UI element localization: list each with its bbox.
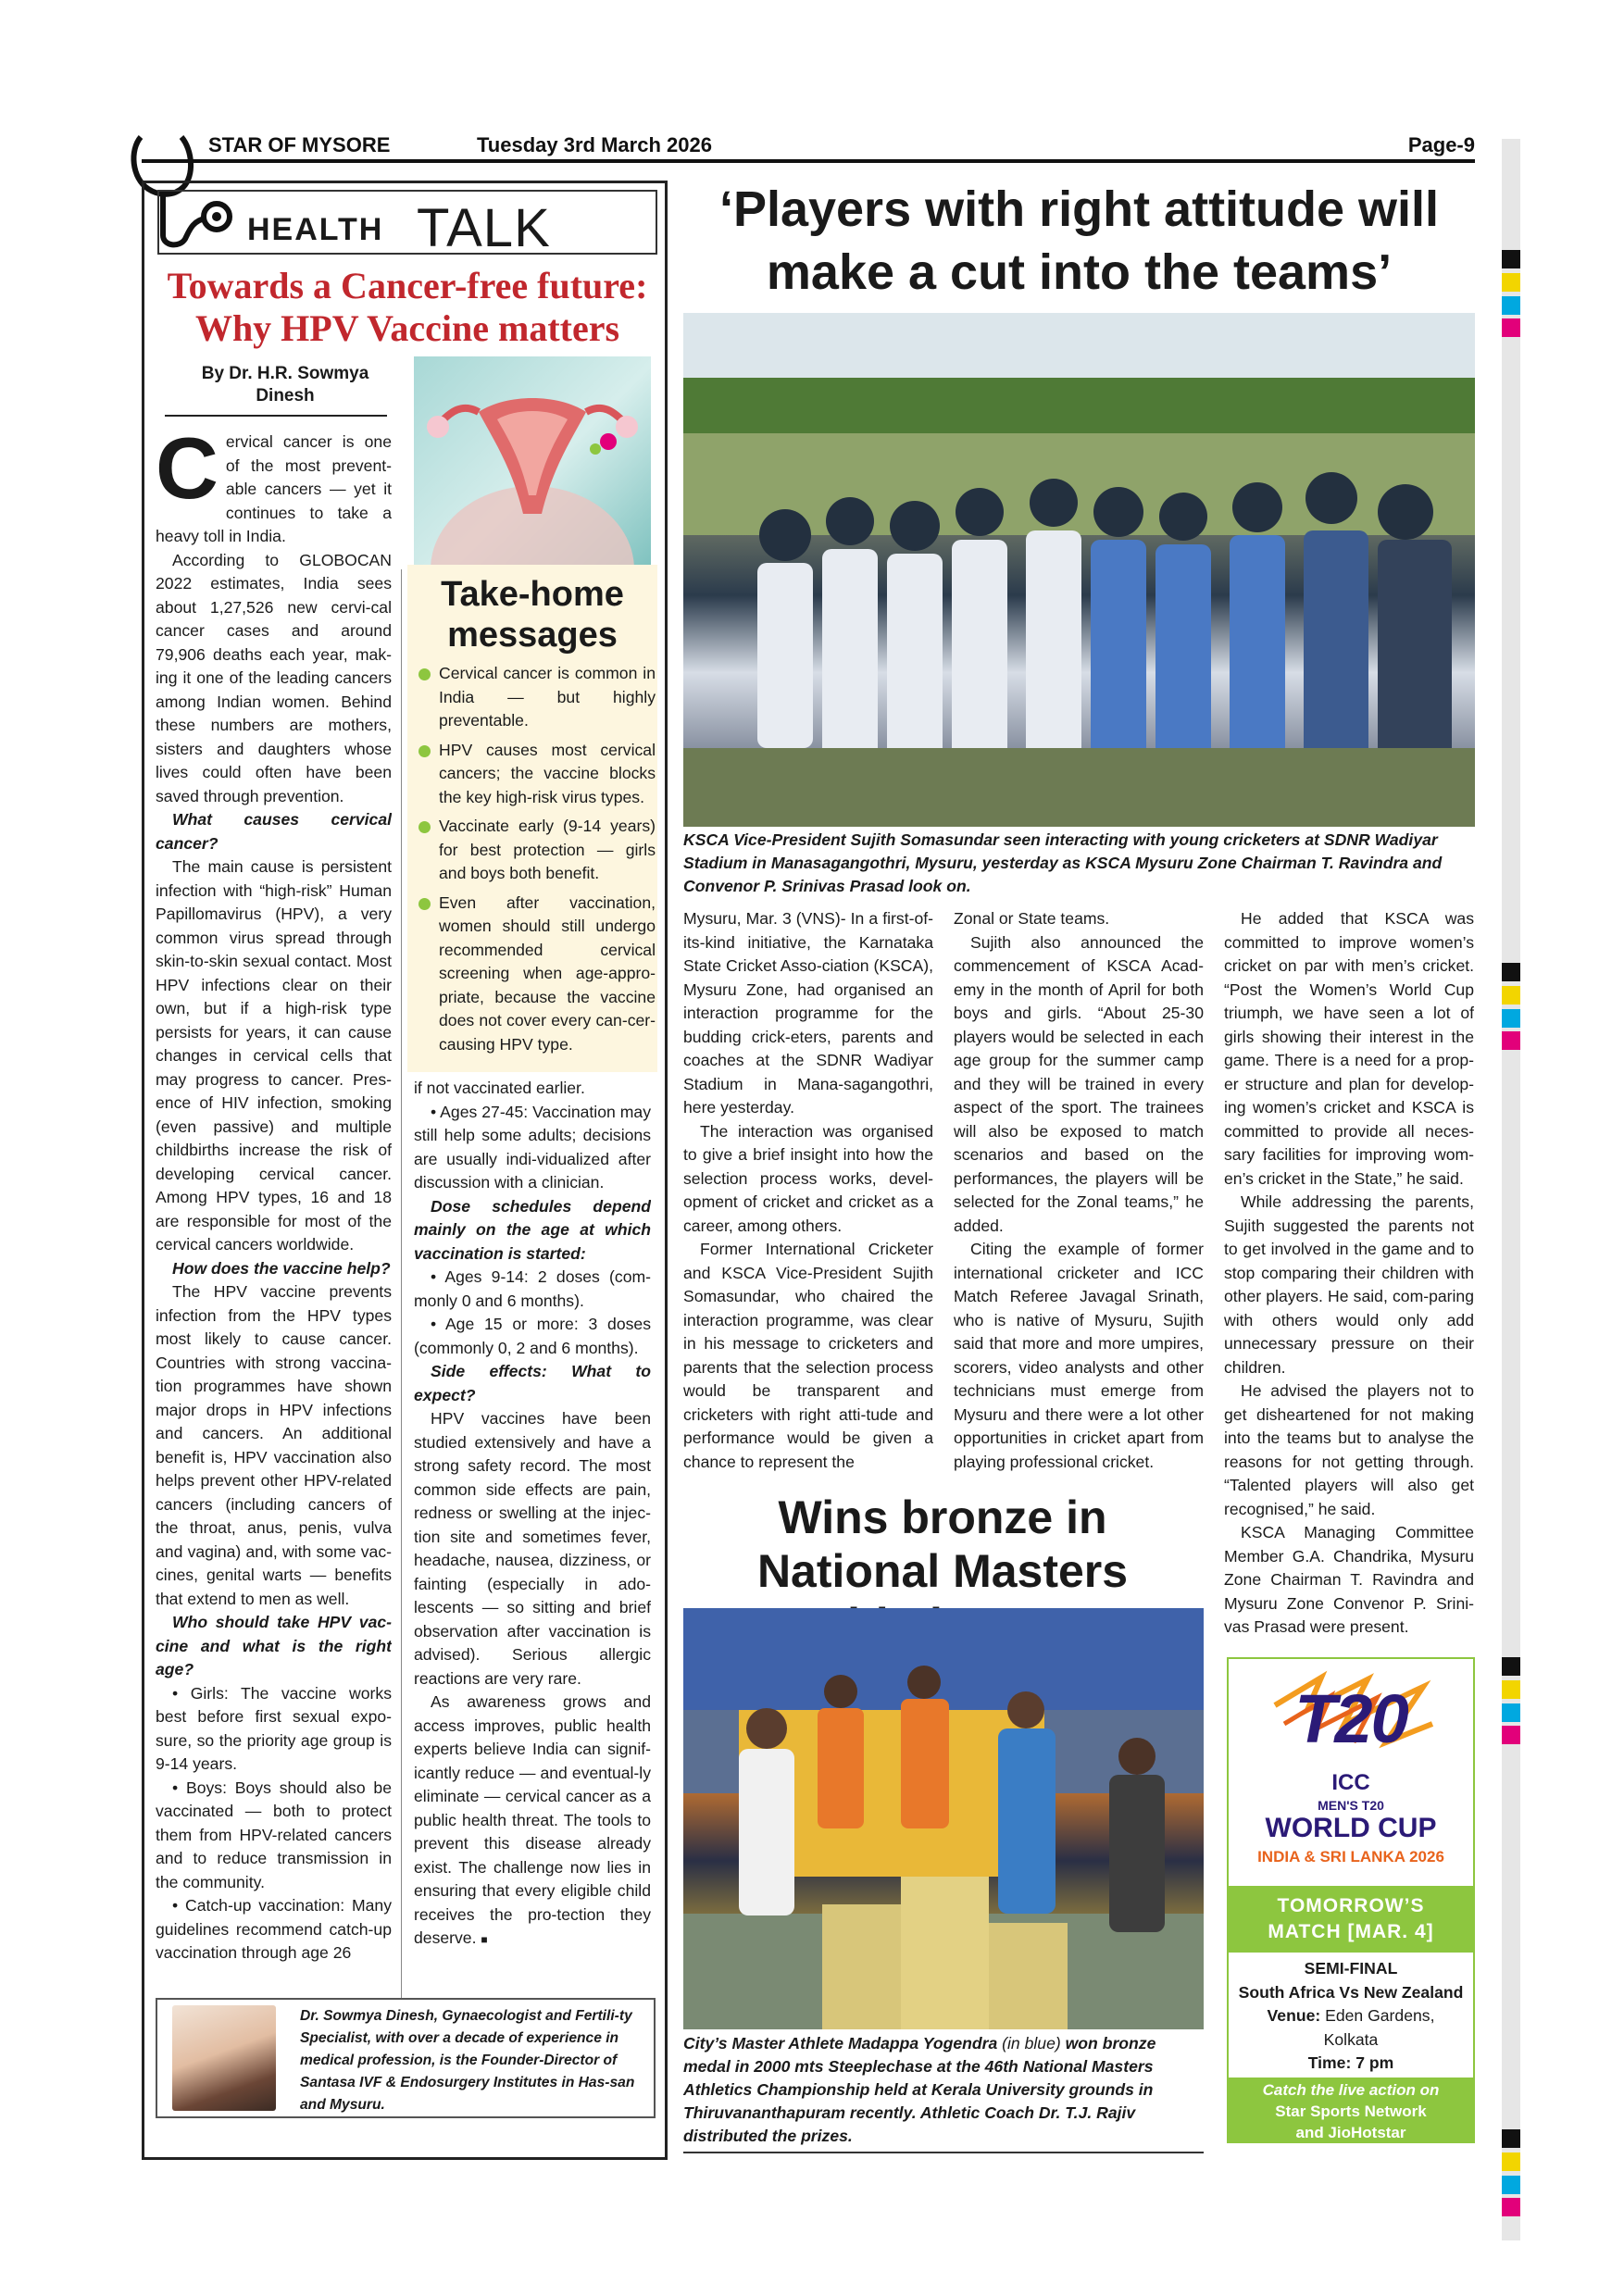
subheading: Who should take HPV vac-cine and what is the right age? xyxy=(156,1613,392,1678)
author-bio xyxy=(156,1998,656,2118)
tomorrow-line-2: MATCH [MAR. 4] xyxy=(1268,1921,1434,1942)
paragraph: Former International Cricketer and KSCA Vice-President Sujith Somasundar, who chaired the interaction programme, was clear in his message to cricketers and parents that the selection process would be transparent and cricketers with right atti-tude and performance would be given a chance to represent the xyxy=(683,1240,933,1471)
venue-line xyxy=(1229,2004,1473,2028)
registration-bar xyxy=(1502,139,1520,2240)
subheading: What causes cervical cancer? xyxy=(156,810,392,853)
issue-date: Tuesday 3rd March 2026 xyxy=(477,133,712,156)
reg-yellow-2 xyxy=(1502,986,1520,1004)
mens-text: MEN'S T20 xyxy=(1318,1798,1384,1813)
cricket-photo xyxy=(683,313,1475,827)
paragraph: He added that KSCA was committed to improve women’s cricket on par with men’s cricket. “Post the Women’s World Cup triumph, we have seen a lot of girls showing their interest in the game. There is a need for a prop-er structure and plan for develop-ing women’s cricket and KSCA is committed to provide all neces-sary facilities for improving wom-en’s cricket in the State,” he said. xyxy=(1224,909,1474,1188)
paragraph: While addressing the parents, Sujith suggested the parents not to get involved in the game and to stop comparing their children with other players. He said, com-paring with others would only add unnecessary pressure on their children. xyxy=(1224,1192,1474,1377)
cricket-column-3 xyxy=(1224,907,1474,1648)
reg-cyan-1 xyxy=(1502,296,1520,315)
byline-rule xyxy=(165,415,387,417)
paragraph: He advised the players not to get disheartened for not making into the teams but to analyse the reasons for not getting through. “Talented players will also get recognised,” he said. xyxy=(1224,1381,1474,1518)
byline-line-2: Dinesh xyxy=(256,386,315,406)
paragraph: HPV vaccines have been studied extensively and have a strong safety record. The most common side effects are pain, redness or swelling at the injec-tion site and sometimes fever, headache, nausea, dizziness, or fainting (especially in ado-lescents — so sitting and brief observation after vaccination is advised). Serious allergic reactions are very rare. xyxy=(414,1409,651,1688)
reg-black-4 xyxy=(1502,2129,1520,2148)
masthead-rule xyxy=(142,159,1475,163)
world-cup-text: WORLD CUP xyxy=(1265,1813,1437,1843)
paragraph: • Girls: The vaccine works best before first sexual expo-sure, so the priority age group is 9-14 years. xyxy=(156,1683,392,1773)
reg-cyan-4 xyxy=(1502,2176,1520,2194)
end-mark: ■ xyxy=(481,1933,488,1946)
broadcast-line-1: Catch the live action on xyxy=(1262,2081,1440,2099)
tomorrow-banner xyxy=(1229,1886,1473,1953)
t20-text: T20 xyxy=(1294,1680,1407,1757)
section-title-light: TALK xyxy=(417,198,551,258)
takehome-item: HPV causes most cervical cancers; the vaccine blocks the key high-risk virus types. xyxy=(417,739,656,810)
page-number: Page-9 xyxy=(1407,133,1475,156)
headline-line-1: Towards a Cancer-free future: xyxy=(167,265,648,306)
reg-magenta-2 xyxy=(1502,1031,1520,1050)
paper-name: STAR OF MYSORE xyxy=(208,133,391,156)
stage: SEMI-FINAL xyxy=(1304,1959,1398,1978)
drop-cap: C xyxy=(156,430,219,517)
takehome-title: Take-home messages xyxy=(441,575,624,655)
venue-label: Venue: xyxy=(1267,2006,1321,2025)
paragraph xyxy=(414,1691,651,1953)
caption-part: (in blue) xyxy=(1002,2034,1061,2053)
paragraph: if not vaccinated earlier. xyxy=(414,1079,585,1097)
subheading: Side effects: What to expect? xyxy=(414,1362,651,1404)
venue-1: Eden Gardens, xyxy=(1325,2006,1435,2025)
reg-magenta-1 xyxy=(1502,318,1520,337)
reg-black-1 xyxy=(1502,250,1520,268)
reg-yellow-4 xyxy=(1502,2152,1520,2171)
reg-magenta-3 xyxy=(1502,1726,1520,1744)
takehome-box xyxy=(407,565,657,1072)
paragraph: • Age 15 or more: 3 doses (commonly 0, 2 and 6 months). xyxy=(414,1315,651,1357)
paragraph: • Ages 9-14: 2 doses (com-monly 0 and 6 months). xyxy=(414,1267,651,1310)
athletics-photo xyxy=(683,1608,1204,2029)
caption-part: City’s Master Athlete Madappa Yogendra xyxy=(683,2034,998,2053)
author-photo xyxy=(172,2005,276,2111)
health-talk-banner xyxy=(157,190,657,258)
takehome-list xyxy=(417,662,656,1062)
byline-line-1: By Dr. H.R. Sowmya xyxy=(201,364,369,383)
masthead xyxy=(142,130,1475,161)
takehome-item: Vaccinate early (9-14 years) for best protection — girls and boys both benefit. xyxy=(417,815,656,886)
teams: South Africa Vs New Zealand xyxy=(1238,1982,1464,2002)
paragraph: The main cause is persistent infection with “high-risk” Human Papillomavirus (HPV), a very common virus spread through skin-to-skin sexual contact. Most HPV infections clear on their own, but if a high-risk type persists for years, it can cause changes in cervical cells that may progress to cancer. Pres-ence of HIV infection, smoking (even passive) and multiple childbirths increase the risk of developing cervical cancer. Among HPV types, 16 and 18 are responsible for most of the cervical cancers worldwide. xyxy=(156,857,392,1254)
paragraph: • Catch-up vaccination: Many guidelines recommend catch-up vaccination through age 26 xyxy=(156,1896,392,1962)
paragraph: • Ages 27-45: Vaccination may still help some adults; decisions are usually indi-vidualized after discussion with a clinician. xyxy=(414,1102,651,1192)
venue-2: Kolkata xyxy=(1323,2029,1379,2049)
match-time: Time: 7 pm xyxy=(1307,2053,1394,2072)
match-details xyxy=(1229,1957,1473,2076)
paragraph: Sujith also announced the commencement of KSCA Acad-emy in the month of April for both boys and girls. “About 25-30 players would be selected in each age group for the summer camp and they will be trained in every aspect of the sport. The trainees will also be exposed to match scenarios and based on the performances, the players will be selected for the Zonal teams,” he added. xyxy=(954,932,1204,1235)
paragraph: According to GLOBOCAN 2022 estimates, India sees about 1,27,526 new cervi-cal cancer cases and around 79,906 deaths each year, mak-ing it one of the leading cancers among Indian women. Behind these numbers are mothers, sisters and daughters whose lives could often have been saved through prevention. xyxy=(156,550,392,805)
paragraph: KSCA Managing Committee Member G.A. Chandrika, Mysuru Zone Chairman T. Ravindra and Mysuru Zone Convenor P. Srini-vas Prasad were present. xyxy=(1224,1523,1474,1636)
tomorrow-line-1: TOMORROW’S xyxy=(1277,1895,1425,1916)
t20-world-cup-ad xyxy=(1227,1657,1475,2143)
cricket-headline: ‘Players with right attitude will make a cut into the teams’ xyxy=(718,181,1440,300)
takehome-item: Cervical cancer is common in India — but highly preventable. xyxy=(417,662,656,733)
reg-cyan-3 xyxy=(1502,1703,1520,1722)
cricket-caption: KSCA Vice-President Sujith Somasundar seen interacting with young cricketers at SDNR Wadiyar Stadium in Manasagangothri, Mysuru, yesterday as KSCA Mysuru Zone Chairman T. Ravindra and Convenor P. Srinivas Prasad look on. xyxy=(683,830,1443,895)
byline xyxy=(165,363,406,407)
column-divider xyxy=(401,569,402,2000)
cricket-column-2 xyxy=(954,907,1204,1481)
subheading: How does the vaccine help? xyxy=(172,1258,391,1278)
paragraph: The interaction was organised to give a brief insight into how the selection process works, devel-opment of cricket and cricket as a career, among others. xyxy=(683,1121,933,1235)
paragraph: Citing the example of former international cricketer and ICC Match Referee Javagal Srinath, who is native of Mysuru, Sujith said that more and more umpires, scorers, video analysts and other technicians must emerge from Mysuru and there were a lot other opportunities in cricket apart from playing professional cricket. xyxy=(954,1240,1204,1471)
paragraph: Mysuru, Mar. 3 (VNS)- In a first-of-its-kind initiative, the Karnataka State Cricket Asso-ciation (KSCA), Mysuru Zone, had organised an interaction programme for the budding crick-eters, parents and coaches at the SDNR Wadiyar Stadium in Mana-sagangothri, here yesterday. xyxy=(683,909,933,1117)
bio-text: Dr. Sowmya Dinesh, Gynaecologist and Fertili-ty Specialist, with over a decade of experience in medical profession, is the Founder-Director of Santasa IVF & Endosurgery Institutes in Has-san and Mysuru. xyxy=(300,2008,635,2113)
headline-line-2: Why HPV Vaccine matters xyxy=(194,307,620,349)
broadcast-line-2: Star Sports Network xyxy=(1275,2103,1427,2120)
subheading: Dose schedules depend mainly on the age at which vaccination is started: xyxy=(414,1196,651,1263)
paragraph-text: As awareness grows and access improves, public health experts believe India can signif-icantly reduce — and eventual-ly eliminate — cervical cancer as a public health threat. The tools to prevent this disease already exist. The challenge now lies in ensuring that every eligible child receives the pro-tection they deserve. xyxy=(414,1692,651,1947)
athletics-caption xyxy=(683,2032,1204,2153)
health-column-2 xyxy=(414,1077,651,2003)
reg-magenta-4 xyxy=(1502,2198,1520,2216)
t20-logo xyxy=(1229,1659,1473,1886)
reg-yellow-1 xyxy=(1502,273,1520,292)
uterus-illustration xyxy=(414,356,651,567)
cricket-column-1 xyxy=(683,907,933,1481)
athletics-headline: Wins bronze in National Masters xyxy=(756,1491,1129,1597)
reg-yellow-3 xyxy=(1502,1680,1520,1699)
icc-text: ICC xyxy=(1331,1770,1370,1795)
paragraph: • Boys: Boys should also be vaccinated — both to protect them from HPV-related cancers and to reduce transmission in the community. xyxy=(156,1778,392,1891)
paragraph: ervical cancer is one of the most prevent-able cancers — yet it continues to take a heavy toll in India. xyxy=(156,432,392,545)
health-column-1 xyxy=(156,430,392,2000)
paragraph: Zonal or State teams. xyxy=(954,909,1110,928)
broadcast-line-3: and JioHotstar xyxy=(1295,2124,1406,2141)
caption-part: won bronze medal in 2000 mts Steeplechase at the 46th National Masters Athletics Championship held at Kerala University grounds in Thiruvananthapuram recently. Athletic Coach Dr. T.J. Rajiv distributed the prizes. xyxy=(683,2034,1156,2145)
host-text: INDIA & SRI LANKA 2026 xyxy=(1257,1848,1444,1866)
reg-black-3 xyxy=(1502,1657,1520,1676)
reg-black-2 xyxy=(1502,963,1520,981)
health-headline xyxy=(153,265,662,350)
paragraph: The HPV vaccine prevents infection from the HPV types most likely to cause cancer. Countries with strong vaccina-tion programmes have shown major drops in HPV infections and cancers. An additional benefit is, HPV vaccination also helps prevent other HPV-related cancers (including cancers of the throat, anus, penis, vulva and vagina) and, with some vac-cines, genital warts — benefits that extend to men as well. xyxy=(156,1282,392,1608)
takehome-item: Even after vaccination, women should still undergo recommended cervical screening when age-appro-priate, because the vaccine does not cover every can-cer-causing HPV type. xyxy=(417,892,656,1057)
reg-cyan-2 xyxy=(1502,1009,1520,1028)
broadcast-banner xyxy=(1229,2078,1473,2143)
section-title-bold: HEALTH xyxy=(247,212,384,247)
